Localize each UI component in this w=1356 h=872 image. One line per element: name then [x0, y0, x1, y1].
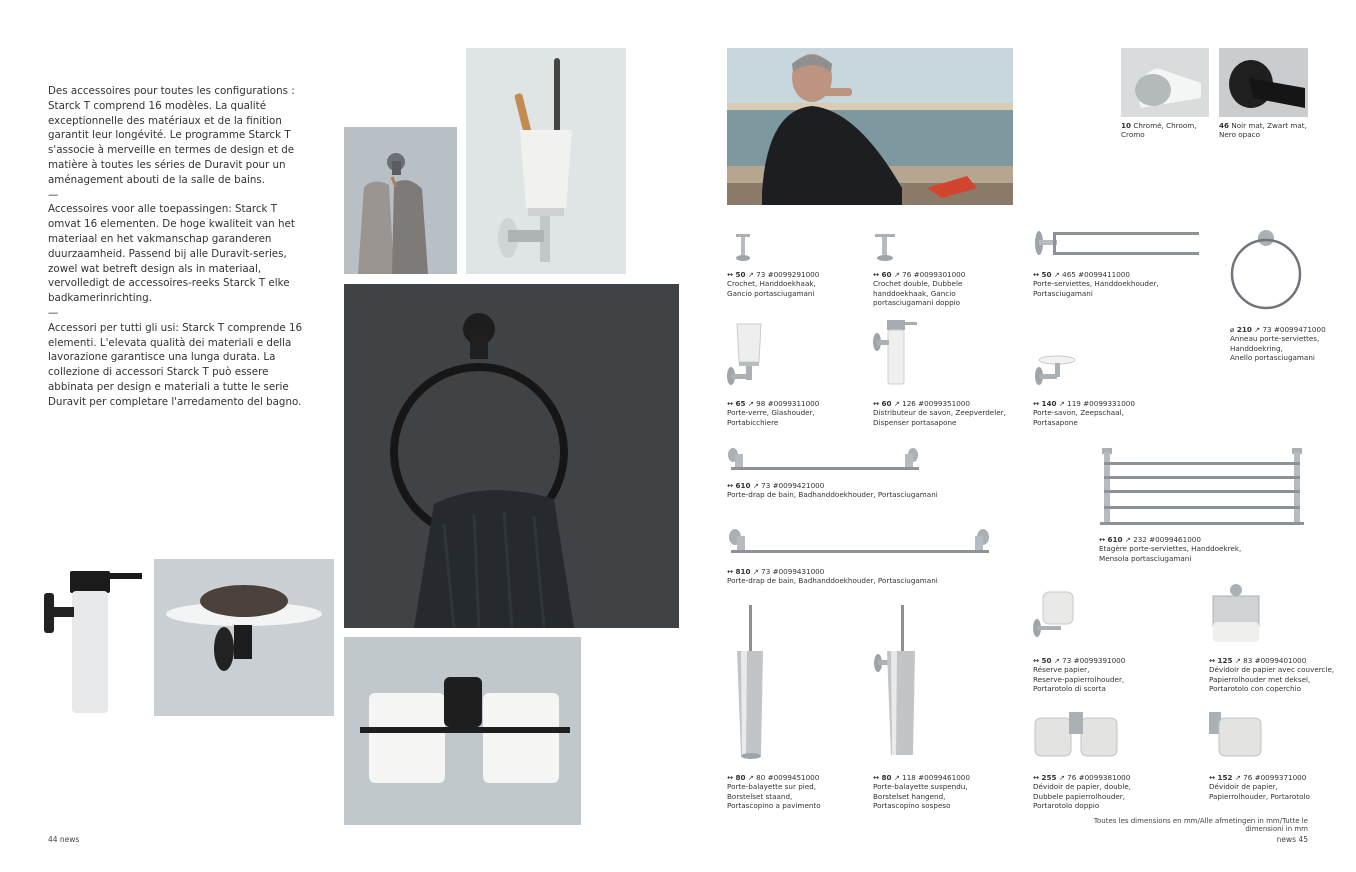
product-image-glass-holder	[727, 322, 763, 386]
photo-designer	[727, 48, 1013, 205]
intro-nl: Accessoires voor alle toepassingen: Starck T omvat 16 elementen. De hoge kwaliteit van het materiaal en het vakmanschap garanderen duurzaamheid. Passend bij alle Duravit-series, zowel wat betreft design als in materiaal, vervolledigt de accessoires-reeks Starck T elke badkamerinrichting.	[48, 203, 295, 305]
finish-swatch-chrome	[1121, 48, 1209, 117]
product-caption: ↔ 60 ↗ 126 #0099351000 Distributeur de savon, Zeepverdeler, Dispenser portasapone	[873, 399, 1006, 427]
product-caption: ↔ 140 ↗ 119 #0099331000 Porte-savon, Zeepschaal, Portasapone	[1033, 399, 1135, 427]
finish-swatch-matte-black	[1219, 48, 1308, 117]
product-caption: ↔ 60 ↗ 76 #0099301000 Crochet double, Dubbele handdoekhaak, Gancio portasciugamani doppio	[873, 270, 966, 308]
product-caption: ↔ 65 ↗ 98 #0099311000 Porte-verre, Glashouder, Portabicchiere	[727, 399, 820, 427]
product-image-paper-holder-cover	[1209, 584, 1263, 644]
product-image-brush-standing	[733, 605, 769, 761]
product-image-soap-dish	[1033, 354, 1077, 386]
photo-hook-towels	[344, 127, 457, 274]
product-image-soap-dispenser	[873, 320, 919, 386]
finish-label-matte-black: 46 Noir mat, Zwart mat, Nero opaco	[1219, 121, 1307, 140]
intro-fr: Des accessoires pour toutes les configurations : Starck T comprend 16 modèles. La qualité exceptionnelle des matériaux et de la finition garantit leur longévité. Le programme Starck T s'associe à merveille en termes de design et de matière à toutes les séries de Duravit pour un aménagement abouti de la salle de bains.	[48, 85, 295, 186]
photo-glass-holder	[466, 48, 626, 274]
finish-label-chrome: 10 Chromé, Chroom, Cromo	[1121, 121, 1197, 140]
product-image-towel-ring	[1228, 228, 1306, 312]
product-image-spare-roll-holder	[1033, 588, 1083, 642]
photo-double-paper-holder	[344, 637, 581, 825]
product-caption: ↔ 50 ↗ 73 #0099391000 Réserve papier, Reserve-papierrolhouder, Portarotolo di scorta	[1033, 656, 1126, 694]
product-image-towel-bar-610	[727, 447, 922, 473]
product-caption: ↔ 125 ↗ 83 #0099401000 Dévidoir de papier avec couvercle, Papierrolhouder met deksel, Portarotolo con coperchio	[1209, 656, 1335, 694]
dimensions-note: Toutes les dimensions en mm/Alle afmetingen in mm/Tutte le dimensioni in mm	[1093, 817, 1308, 833]
product-caption: ↔ 80 ↗ 118 #0099461000 Porte-balayette suspendu, Borstelset hangend, Portascopino sospeso	[873, 773, 970, 811]
product-image-double-paper-holder	[1033, 712, 1119, 760]
product-image-brush-hanging	[873, 605, 919, 761]
photo-towel-ring-stone	[344, 284, 679, 628]
product-image-towel-bar-810	[727, 528, 993, 556]
product-image-towel-rail	[1033, 228, 1201, 258]
product-caption: ↔ 152 ↗ 76 #0099371000 Dévidoir de papier, Papierrolhouder, Portarotolo	[1209, 773, 1310, 801]
intro-text	[48, 84, 310, 410]
product-caption: ⌀ 210 ↗ 73 #0099471000 Anneau porte-serviettes, Handdoekring, Anello portasciugamani	[1230, 325, 1326, 363]
product-caption: ↔ 610 ↗ 73 #0099421000 Porte-drap de bain, Badhanddoekhouder, Portasciugamani	[727, 481, 938, 500]
product-caption: ↔ 810 ↗ 73 #0099431000 Porte-drap de bain, Badhanddoekhouder, Portasciugamani	[727, 567, 938, 586]
photo-soap-dish	[154, 559, 334, 716]
page-number-left: 44 news	[48, 835, 80, 844]
product-image-towel-shelf	[1098, 446, 1306, 528]
product-image-hook	[733, 234, 753, 262]
photo-soap-dispenser	[40, 565, 148, 715]
page-number-right: news 45	[1276, 835, 1308, 844]
product-caption: ↔ 80 ↗ 80 #0099451000 Porte-balayette sur pied, Borstelset staand, Portascopino a pavimento	[727, 773, 821, 811]
intro-separator: —	[48, 188, 59, 201]
product-caption: ↔ 50 ↗ 465 #0099411000 Porte-serviettes, Handdoekhouder, Portasciugamani	[1033, 270, 1159, 298]
intro-separator: —	[48, 306, 59, 319]
product-caption: ↔ 50 ↗ 73 #0099291000 Crochet, Handdoekhaak, Gancio portasciugamani	[727, 270, 820, 298]
product-image-double-hook	[873, 234, 897, 262]
product-caption: ↔ 255 ↗ 76 #0099381000 Dévidoir de papier, double, Dubbele papierrolhouder, Portarotolo doppio	[1033, 773, 1131, 811]
product-image-paper-holder	[1209, 712, 1263, 760]
product-caption: ↔ 610 ↗ 232 #0099461000 Etagère porte-serviettes, Handdoekrek, Mensola portasciugamani	[1099, 535, 1242, 563]
intro-it: Accessori per tutti gli usi: Starck T comprende 16 elementi. L'elevata qualità dei materiali e della lavorazione garantisce una lunga durata. La collezione di accessori Starck T può essere abbinata per design e materiali a tutte le serie Duravit per completare l'arredamento del bagno.	[48, 321, 303, 408]
